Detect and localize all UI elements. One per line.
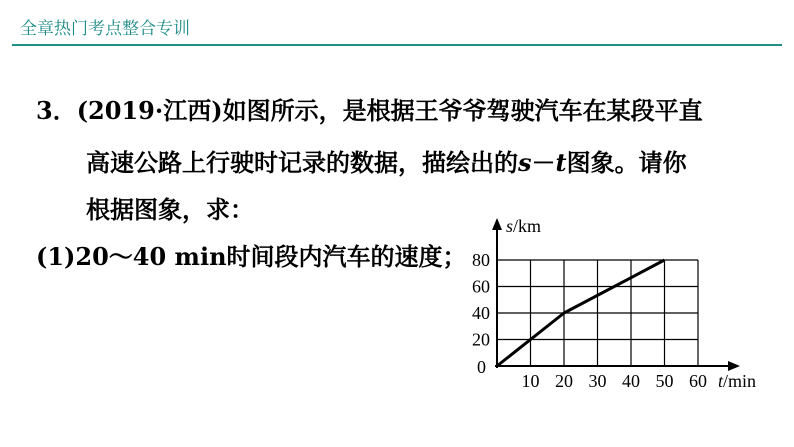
- x-tick-label: 10: [521, 371, 540, 391]
- x-tick-label: 30: [588, 371, 607, 391]
- origin-label: 0: [477, 357, 486, 377]
- chart-axes: [492, 218, 740, 371]
- question-line-1: [36, 91, 703, 126]
- x-axis-label: t/min: [718, 371, 757, 391]
- chart-grid: [497, 260, 698, 366]
- var-t: t: [555, 148, 567, 177]
- y-tick-label: 40: [472, 303, 490, 323]
- question-text-2: 高速公路上行驶时记录的数据，描绘出的: [86, 148, 518, 177]
- chart-tick-labels: [472, 250, 707, 391]
- dash: －: [531, 148, 556, 177]
- x-axis-arrow-icon: [728, 361, 740, 371]
- question-line-2: [86, 143, 687, 178]
- header-title: 全章热门考点整合专训: [20, 19, 190, 39]
- question-source: (2019·江西): [76, 96, 223, 125]
- question-text-2b: 图象。请你: [566, 148, 687, 177]
- y-tick-label: 60: [472, 276, 490, 297]
- s-t-chart: [440, 205, 780, 395]
- y-axis-label: s/km: [506, 216, 542, 236]
- sub-question-1-text: (1)20～40 min时间段内汽车的速度；: [36, 242, 467, 271]
- x-tick-label: 20: [555, 371, 573, 391]
- question-text-1: 如图所示，是根据王爷爷驾驶汽车在某段平直: [222, 96, 703, 125]
- x-tick-label: 60: [689, 371, 707, 391]
- question-line-3: [86, 190, 254, 225]
- question-text-3: 根据图象，求：: [86, 195, 254, 224]
- y-tick-label: 80: [472, 250, 490, 270]
- x-tick-label: 50: [655, 371, 674, 391]
- header-divider: [12, 44, 782, 46]
- sub-question-1: [36, 237, 467, 272]
- page-header: [0, 0, 794, 60]
- question-number: 3．: [36, 96, 77, 125]
- y-tick-label: 20: [472, 329, 490, 350]
- var-s: s: [518, 148, 532, 177]
- x-tick-label: 40: [622, 371, 640, 391]
- y-axis-arrow-icon: [492, 218, 502, 230]
